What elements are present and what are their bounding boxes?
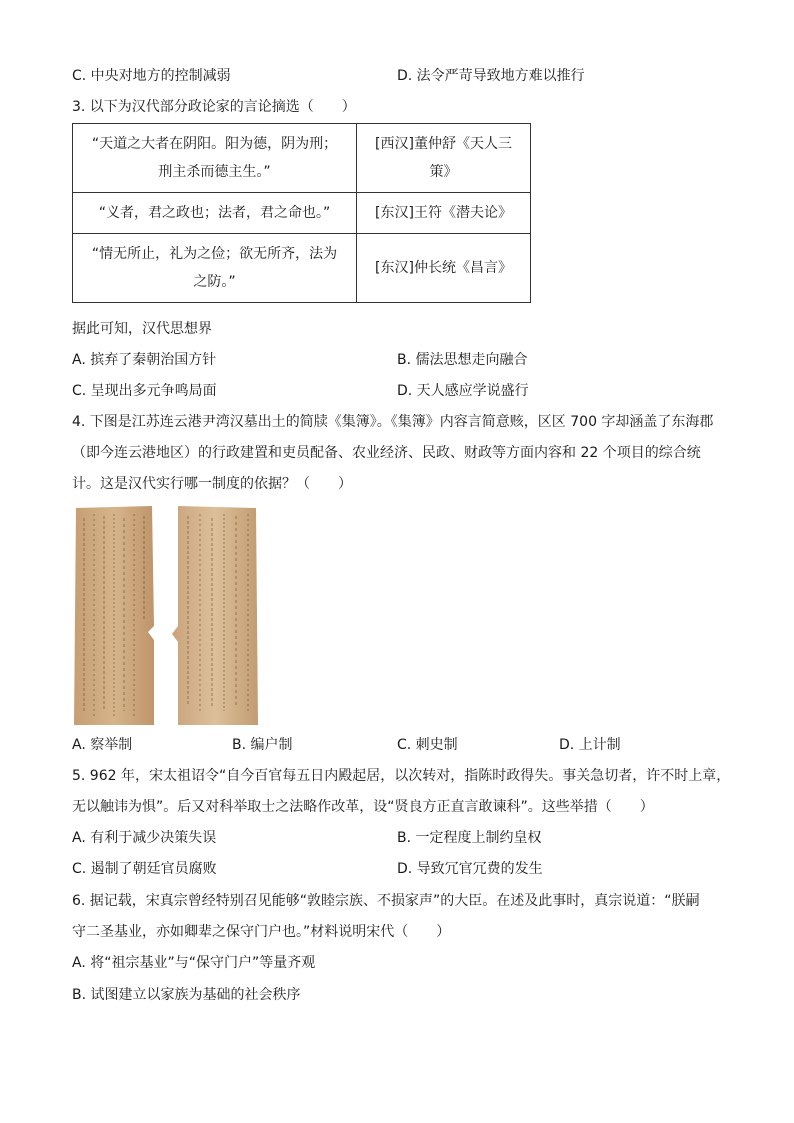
q4-options-row [72,735,732,755]
option-c: C. 刺史制 [397,737,458,753]
q5-options-row-1 [72,828,732,848]
q4-stem-line3: 计。这是汉代实行哪一制度的依据？（ ） [72,476,352,492]
option-a: A. 有利于减少决策失误 [72,830,217,846]
bamboo-slips-image [74,506,259,725]
option-a: A. 摈弃了秦朝治国方针 [72,352,217,368]
table-row [73,124,531,193]
q3-stem: 3. 以下为汉代部分政论家的言论摘选（ ） [72,99,356,115]
option-c: C. 遏制了朝廷官员腐败 [72,861,217,877]
q4-stem-line2: （即今连云港地区）的行政建置和吏员配备、农业经济、民政、财政等方面内容和 22 个项目的综合统 [72,445,701,461]
option-d: D. 天人感应学说盛行 [397,383,529,399]
option-c: C. 中央对地方的控制减弱 [72,68,231,84]
option-b: B. 编户制 [232,737,293,753]
q3-options-row-1 [72,350,732,370]
option-d: D. 法令严苛导致地方难以推行 [397,68,585,84]
option-d: D. 导致冗官冗费的发生 [397,861,543,877]
q5-options-row-2 [72,859,732,879]
quote-cell: “义者，君之政也；法者，君之命也。” [73,193,357,234]
table-row [73,193,531,234]
source-cell: [西汉]董仲舒《天人三策》 [357,124,531,193]
q6-option-a: A. 将“祖宗基业”与“保守门户”等量齐观 [72,955,316,971]
q6-stem-line2: 守二圣基业，亦如卿辈之保守门户也。”材料说明宋代（ ） [72,924,451,940]
q2-options-row [72,66,732,86]
quote-cell: “情无所止，礼为之俭；欲无所齐，法为之防。” [73,234,357,303]
option-a: A. 察举制 [72,737,133,753]
q4-stem-line1: 4. 下图是江苏连云港尹湾汉墓出土的简牍《集簿》。《集簿》内容言简意赅，区区 700 字却涵盖了东海郡 [72,414,714,430]
q6-option-b: B. 试图建立以家族为基础的社会秩序 [72,987,301,1003]
option-b: B. 一定程度上制约皇权 [397,830,542,846]
quote-cell: “天道之大者在阴阳。阳为德，阴为刑；刑主杀而德主生。” [73,124,357,193]
table-row [73,234,531,303]
source-cell: [东汉]仲长统《昌言》 [357,234,531,303]
q3-lead: 据此可知，汉代思想界 [72,321,212,337]
q3-options-row-2 [72,381,732,401]
q3-quote-table [72,123,531,303]
q5-stem-line2: 无以触讳为惧”。后又对科举取士之法略作改革，设“贤良方正直言敢谏科”。这些举措（ ） [72,799,654,815]
option-b: B. 儒法思想走向融合 [397,352,528,368]
q5-stem-line1: 5. 962 年，宋太祖诏令“自今百官每五日内殿起居，以次转对，指陈时政得失。事关急切者，许不时上章， [72,768,731,784]
source-cell: [东汉]王符《潜夫论》 [357,193,531,234]
q6-stem-line1: 6. 据记载，宋真宗曾经特别召见能够“敦睦宗族、不损家声”的大臣。在述及此事时，真宗说道：“朕嗣 [72,893,700,909]
option-d: D. 上计制 [559,737,621,753]
option-c: C. 呈现出多元争鸣局面 [72,383,217,399]
